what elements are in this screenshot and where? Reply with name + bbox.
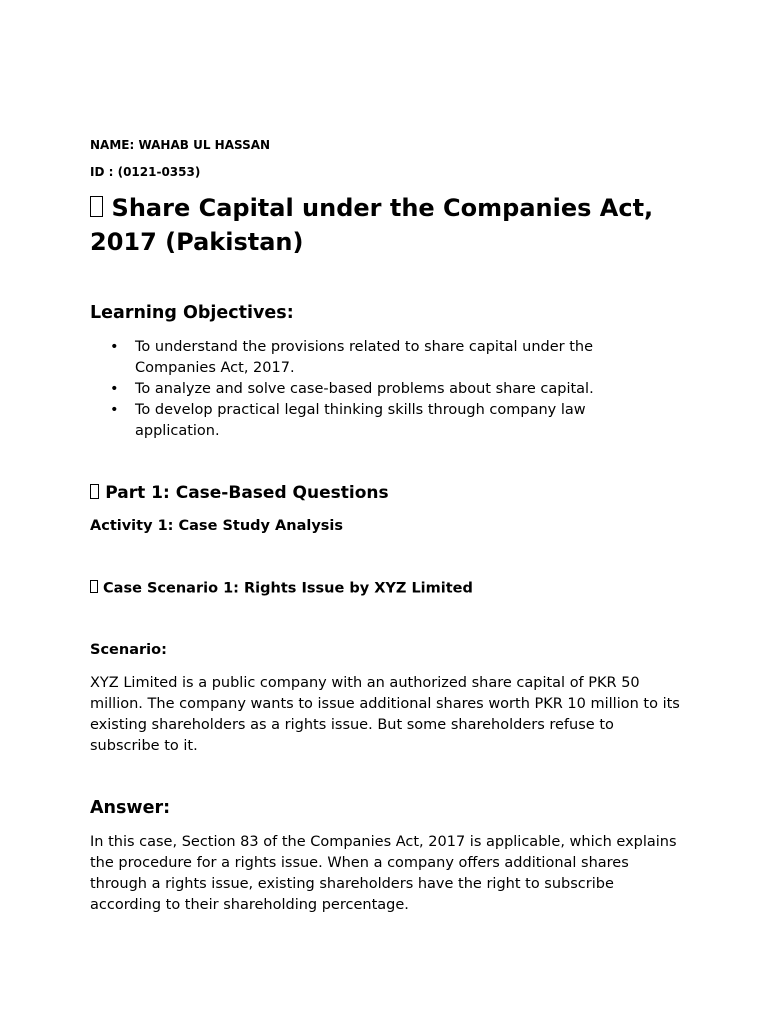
scenario-paragraph: XYZ Limited is a public company with an authorized share capital of PKR 50 million. The company wants to issue additional shares worth PKR 10 million to its existing shareholders as a rights issue. But some shareholders refuse to subscribe to it. xyxy=(90,675,680,754)
document-title-text: Share Capital under the Companies Act, 2017 (Pakistan) xyxy=(90,194,654,256)
bullet-icon: • xyxy=(110,402,119,418)
missing-glyph-box-icon xyxy=(90,580,98,593)
student-id: ID : (0121-0353) xyxy=(90,165,201,179)
list-item-text: To understand the provisions related to share capital under the Companies Act, 2017. xyxy=(135,339,594,376)
student-name: NAME: WAHAB UL HASSAN xyxy=(90,138,271,152)
case-scenario-heading xyxy=(90,580,473,596)
missing-glyph-box-icon xyxy=(90,196,103,218)
scenario-label: Scenario: xyxy=(90,642,167,658)
answer-heading: Answer: xyxy=(90,798,171,818)
answer-paragraph: In this case, Section 83 of the Companies Act, 2017 is applicable, which explains the procedure for a rights issue. When a company offers additional shares through a rights issue, existing shareholders have the right to subscribe according to their shareholding percentage. xyxy=(90,834,677,913)
activity-heading: Activity 1: Case Study Analysis xyxy=(90,518,344,534)
bullet-icon: • xyxy=(110,381,119,397)
case-scenario-heading-text: Case Scenario 1: Rights Issue by XYZ Limited xyxy=(103,580,473,597)
part-1-heading-text: Part 1: Case-Based Questions xyxy=(105,483,389,503)
list-item-text: To develop practical legal thinking skills through company law application. xyxy=(135,402,586,439)
missing-glyph-box-icon xyxy=(90,484,99,499)
learning-objectives-heading: Learning Objectives: xyxy=(90,303,294,323)
list-item xyxy=(90,400,650,442)
list-item-text: To analyze and solve case-based problems about share capital. xyxy=(135,381,594,397)
list-item xyxy=(90,337,650,379)
part-1-heading xyxy=(90,483,389,503)
document-title xyxy=(90,191,690,259)
list-item xyxy=(90,379,650,400)
learning-objectives-list xyxy=(90,337,650,442)
bullet-icon: • xyxy=(110,339,119,355)
